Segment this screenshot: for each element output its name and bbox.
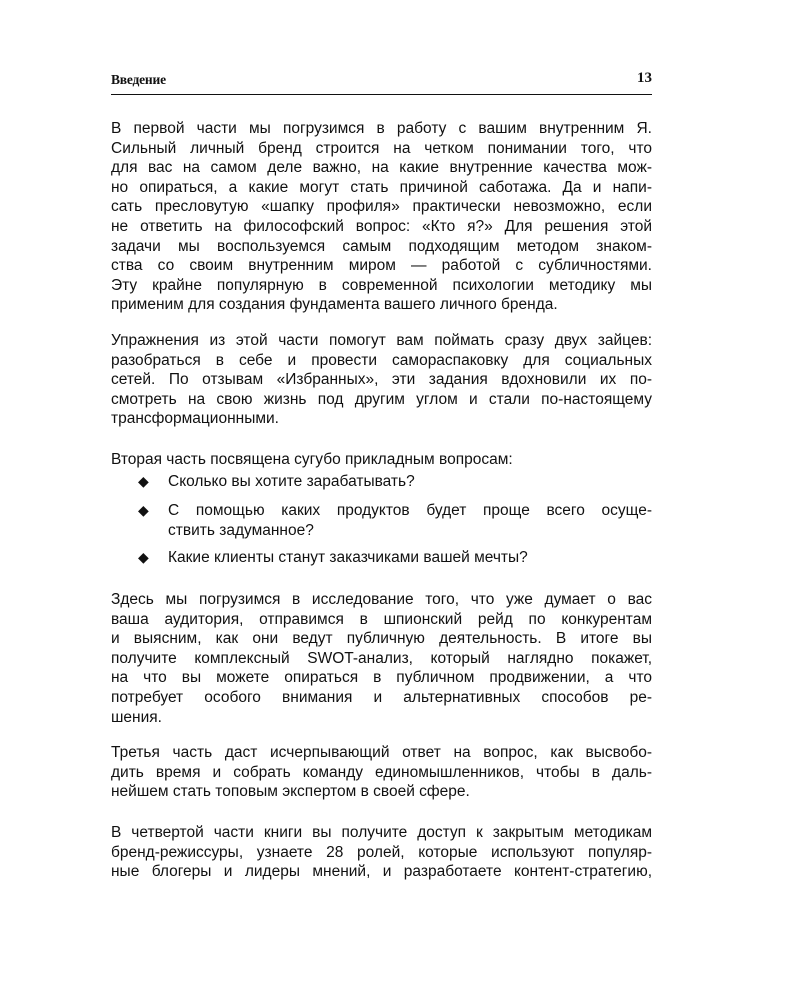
text-line: нейшем стать топовым экспертом в своей сфере. (111, 783, 470, 801)
text-line: смотреть на свою жизнь под другим углом и стали по-настоящему (111, 390, 652, 408)
paragraph-4 (111, 590, 652, 727)
list-item (111, 472, 652, 492)
text-line: получите комплексный SWOT-анализ, который наглядно покажет, (111, 649, 652, 667)
text-line: Третья часть даст исчерпывающий ответ на вопрос, как высвобо- (111, 744, 652, 761)
section-title: Введение (111, 72, 166, 87)
text-line: потребует особого внимания и альтернативных способов ре- (111, 688, 652, 706)
text-line: Здесь мы погрузимся в исследование того, что уже думает о вас (111, 591, 652, 608)
text-line: на что вы можете опираться в публичном продвижении, а что (111, 669, 652, 687)
text-line: В первой части мы погрузимся в работу с вашим внутренним Я. (111, 120, 652, 137)
bullet-text (168, 501, 652, 540)
text-line: трансформационными. (111, 410, 279, 428)
bullet-text (168, 548, 652, 568)
list-item (111, 548, 652, 568)
text-line: но опираться, а какие могут стать причиной саботажа. Да и напи- (111, 178, 652, 196)
text-line: бренд-режиссуры, узнаете 28 ролей, которые используют популяр- (111, 843, 652, 861)
text-line: Эту крайне популярную в современной психологии методику мы (111, 276, 652, 294)
text-line: не ответить на философский вопрос: «Кто я?» Для решения этой (111, 217, 652, 235)
text-line: задачи мы воспользуемся самым подходящим методом знаком- (111, 237, 652, 255)
text-line: сать пресловутую «шапку профиля» практически невозможно, если (111, 198, 652, 216)
bullet-text (168, 472, 652, 492)
bullet-list (111, 472, 652, 572)
text-line: ствить задуманное? (168, 521, 314, 539)
diamond-bullet-icon: ◆ (138, 473, 149, 489)
text-line: дить время и собрать команду единомышленников, чтобы в даль- (111, 763, 652, 781)
text-line: ства со своим внутренним миром — работой с субличностями. (111, 257, 652, 275)
page-number: 13 (637, 70, 652, 86)
text-line: Какие клиенты станут заказчиками вашей мечты? (168, 549, 528, 566)
text-line: Сколько вы хотите зарабатывать? (168, 473, 415, 490)
text-line: для вас на самом деле важно, на какие внутренние качества мож- (111, 159, 652, 177)
paragraph-1 (111, 119, 652, 315)
text-line: Сильный личный бренд строится на четком понимании того, что (111, 139, 652, 157)
paragraph-6 (111, 823, 652, 882)
text-line: Упражнения из этой части помогут вам поймать сразу двух зайцев: (111, 332, 652, 349)
paragraph-5 (111, 743, 652, 802)
text-line: сетей. По отзывам «Избранных», эти задания вдохновили их по- (111, 371, 652, 389)
text-line: В четвертой части книги вы получите доступ к закрытым методикам (111, 824, 652, 841)
text-line: шения. (111, 708, 162, 726)
list-item (111, 501, 652, 541)
text-line: и выясним, как они ведут публичную деятельность. В итоге вы (111, 630, 652, 648)
text-line: применим для создания фундамента вашего личного бренда. (111, 296, 558, 314)
text-line: С помощью каких продуктов будет проще всего осуще- (168, 502, 652, 519)
text-line: ваша аудитория, отправимся в шпионский рейд по конкурентам (111, 610, 652, 628)
paragraph-2 (111, 331, 652, 429)
text-line: ные блогеры и лидеры мнений, и разработаете контент-стратегию, (111, 863, 652, 881)
running-header (111, 68, 652, 95)
text-line: Вторая часть посвящена сугубо прикладным вопросам: (111, 451, 513, 468)
diamond-bullet-icon: ◆ (138, 549, 149, 565)
diamond-bullet-icon: ◆ (138, 502, 149, 518)
paragraph-3 (111, 450, 652, 470)
text-line: разобраться в себе и провести самораспаковку для социальных (111, 351, 652, 369)
